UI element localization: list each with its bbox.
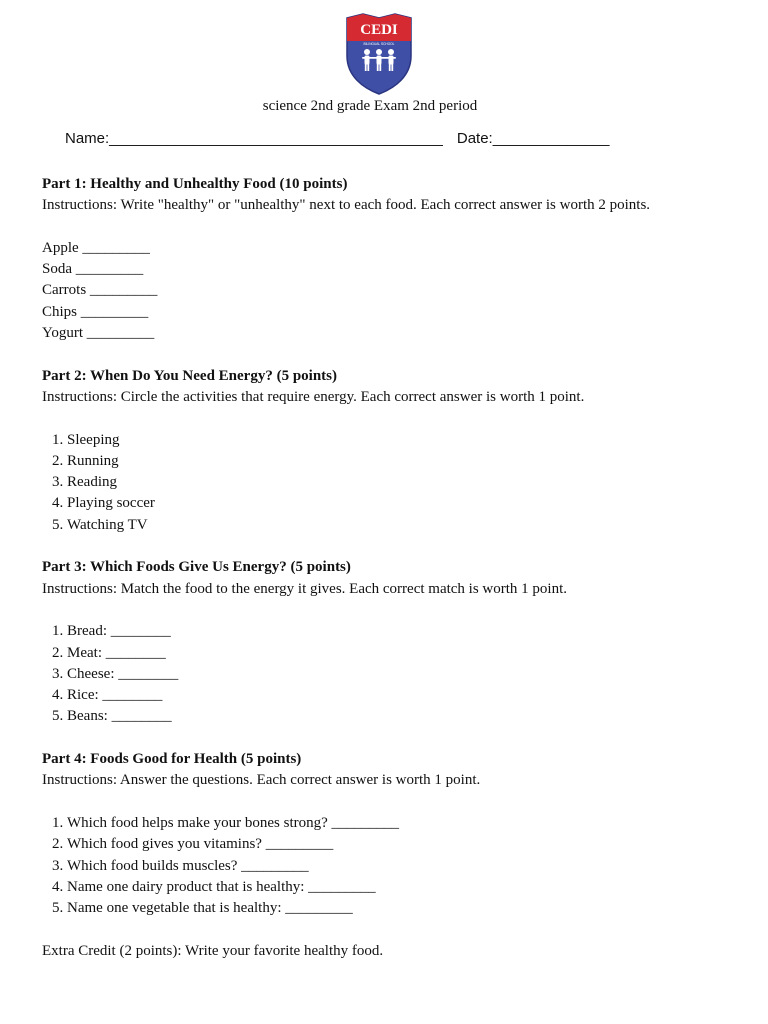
part3-instructions: Instructions: Match the food to the energy it gives. Each correct match is worth 1 point. [42,580,568,597]
part4-item[interactable]: 2. Which food gives you vitamins? _________ [67,834,742,855]
exam-title: science 2nd grade Exam 2nd period [262,98,478,114]
school-logo [343,12,415,96]
part1-item[interactable]: Soda _________ [42,261,144,278]
part1-item[interactable]: Chips _________ [42,303,149,320]
part4-list [42,813,742,919]
part4-instructions: Instructions: Answer the questions. Each correct answer is worth 1 point. [42,772,481,789]
part3-item[interactable]: 3. Cheese: ________ [67,664,742,685]
part2-item[interactable]: 2. Running [67,451,742,472]
date-field[interactable]: Date:______________ [456,130,610,147]
logo-text: CEDI [360,22,398,38]
part1-item[interactable]: Carrots _________ [42,282,158,299]
part1-instructions: Instructions: Write "healthy" or "unhealthy" next to each food. Each correct answer is worth 2 points. [42,197,651,214]
name-date-row [65,130,728,147]
part1-item[interactable]: Apple _________ [42,239,150,256]
extra-credit: Extra Credit (2 points): Write your favorite healthy food. [42,942,384,959]
logo-subtext: BILINGUAL SCHOOL [363,42,395,46]
part2-item[interactable]: 1. Sleeping [67,430,742,451]
part3-title: Part 3: Which Foods Give Us Energy? (5 points) [42,559,351,576]
part1-item[interactable]: Yogurt _________ [42,325,155,342]
part3-item[interactable]: 1. Bread: ________ [67,621,742,642]
part2-item[interactable]: 3. Reading [67,472,742,493]
part2-item[interactable]: 4. Playing soccer [67,493,742,514]
part1-title: Part 1: Healthy and Unhealthy Food (10 points) [42,176,348,192]
part2-title: Part 2: When Do You Need Energy? (5 points) [42,367,337,384]
part4-item[interactable]: 1. Which food helps make your bones strong? _________ [67,813,742,834]
part3-list [42,621,742,727]
part3-item[interactable]: 5. Beans: ________ [67,706,742,727]
shield-icon [343,12,415,96]
part2-list [42,430,742,536]
part4-item[interactable]: 4. Name one dairy product that is healthy: _________ [67,877,742,898]
part3-item[interactable]: 4. Rice: ________ [67,685,742,706]
name-field[interactable]: Name:________________________________________ [65,130,443,147]
part4-title: Part 4: Foods Good for Health (5 points) [42,751,302,768]
part4-item[interactable]: 3. Which food builds muscles? _________ [67,856,742,877]
part2-item[interactable]: 5. Watching TV [67,515,742,536]
exam-content [42,174,742,962]
part3-item[interactable]: 2. Meat: ________ [67,643,742,664]
part4-item[interactable]: 5. Name one vegetable that is healthy: _________ [67,898,742,919]
part2-instructions: Instructions: Circle the activities that require energy. Each correct answer is worth 1 point. [42,388,585,405]
